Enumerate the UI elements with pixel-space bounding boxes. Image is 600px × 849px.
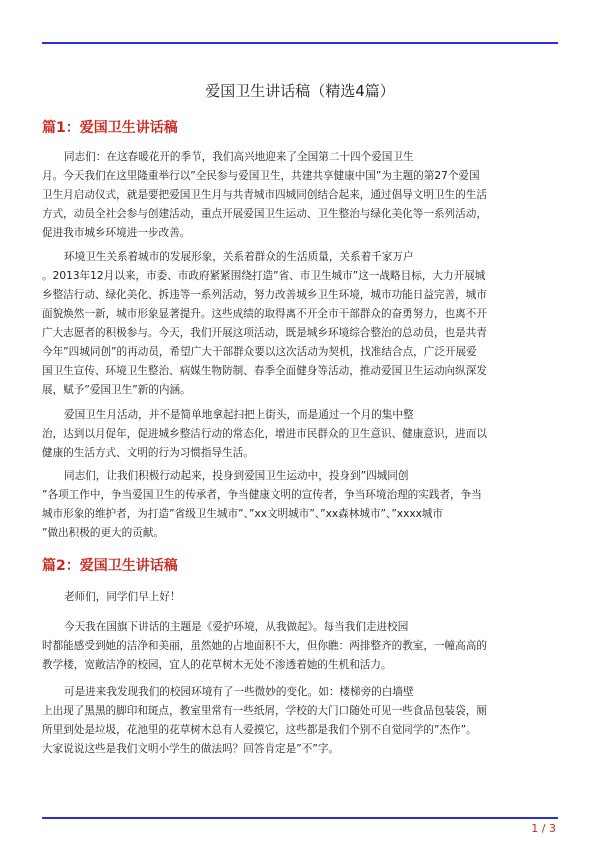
text-line: 教学楼，宽敞洁净的校园，宜人的花草树木无处不渗透着她的生机和活力。	[42, 659, 392, 671]
text-line: 今天我在国旗下讲话的主题是《爱护环境，从我做起》。每当我们走进校园	[64, 621, 409, 633]
text-line: 健康的生活方式、文明的行为习惯指导生活。	[42, 447, 254, 459]
text-line: 今年”四城同创”的再动员，希望广大干部群众要以这次活动为契机，找准结合点，广泛开展爱	[42, 346, 477, 358]
text-line: 同志们，让我们积极行动起来，投身到爱国卫生运动中，投身到”四城同创	[64, 470, 409, 482]
text-line: 时都能感受到她的洁净和美丽，虽然她的占地面积不大，但你瞧：两排整齐的教室，一幢高高的	[42, 640, 487, 652]
text-line: 治，达到以月促年，促进城乡整洁行动的常态化，增进市民群众的卫生意识、健康意识，进而以	[42, 428, 487, 440]
section-1-paragraph-2	[42, 248, 558, 400]
text-line: 月。今天我们在这里隆重举行以”全民参与爱国卫生，共建共享健康中国”为主题的第27个爱国	[42, 170, 480, 182]
text-line: ”做出积极的更大的贡献。	[42, 527, 165, 539]
text-line: 上出现了黑黑的脚印和斑点，教室里常有一些纸屑，学校的大门口随处可见一些食品包装袋，厕	[42, 705, 487, 717]
text-line: 可是进来我发现我们的校园环境有了一些微妙的变化。如：楼梯旁的白墙壁	[64, 686, 414, 698]
text-line: ”各项工作中，争当爱国卫生的传承者，争当健康文明的宣传者，争当环境治理的实践者，争当	[42, 489, 482, 501]
text-line: 方式，动员全社会参与创建活动，重点开展爱国卫生运动、卫生整治与绿化美化等一系列活动，	[42, 208, 487, 220]
header-rule	[42, 42, 558, 44]
section-2-paragraph-1	[42, 588, 558, 607]
text-line: 面貌焕然一新，城市形象显著提升。这些成绩的取得离不开全市干部群众的奋勇努力，也离不开	[42, 308, 487, 320]
text-line: 展，赋予”爱国卫生”新的内涵。	[42, 384, 191, 396]
document-title: 爱国卫生讲话稿（精选4篇）	[205, 82, 395, 100]
text-line: 乡整洁行动、绿化美化、拆违等一系列活动，努力改善城乡卫生环境，城市功能日益完善，城市	[42, 289, 487, 301]
page-number: 1 / 3	[531, 822, 556, 835]
section-2-paragraph-2	[42, 618, 558, 675]
footer-rule	[42, 817, 558, 819]
text-line: 卫生月启动仪式，就是要把爱国卫生月与共青城市四城同创结合起来，通过倡导文明卫生的生活	[42, 189, 487, 201]
section-1-paragraph-3	[42, 406, 558, 463]
section-1-paragraph-4	[42, 467, 558, 543]
text-line: 同志们：在这春暖花开的季节，我们高兴地迎来了全国第二十四个爱国卫生	[64, 151, 414, 163]
section-2-paragraph-3	[42, 683, 558, 759]
section-heading-2: 篇2：爱国卫生讲话稿	[42, 558, 178, 574]
text-line: 所里到处是垃圾，花池里的花草树木总有人爱摸它，这些都是我们个别不自觉同学的”杰作”。	[42, 724, 477, 736]
text-line: 大家说说这些是我们文明小学生的做法吗？回答肯定是”不”字。	[42, 743, 340, 755]
text-line: 爱国卫生月活动，并不是简单地拿起扫把上街头，而是通过一个月的集中整	[64, 409, 414, 421]
text-line: 。2013年12月以来，市委、市政府紧紧围绕打造”省、市卫生城市”这一战略目标，大力开展城	[42, 270, 486, 282]
section-heading-1: 篇1：爱国卫生讲话稿	[42, 120, 178, 136]
text-line: 国卫生宣传、环境卫生整治、病媒生物防制、春季全面健身等活动，推动爱国卫生运动向纵深发	[42, 365, 487, 377]
text-line: 老师们，同学们早上好！	[64, 591, 181, 603]
text-line: 城市形象的维护者，为打造”省级卫生城市”、”xx文明城市”、”xx森林城市”、”xxxx城市	[42, 508, 444, 520]
text-line: 广大志愿者的积极参与。今天，我们开展这项活动，既是城乡环境综合整治的总动员，也是共青	[42, 327, 487, 339]
text-line: 环境卫生关系着城市的发展形象，关系着群众的生活质量，关系着千家万户	[64, 251, 414, 263]
section-1-paragraph-1	[42, 148, 558, 243]
text-line: 促进我市城乡环境进一步改善。	[42, 227, 191, 239]
